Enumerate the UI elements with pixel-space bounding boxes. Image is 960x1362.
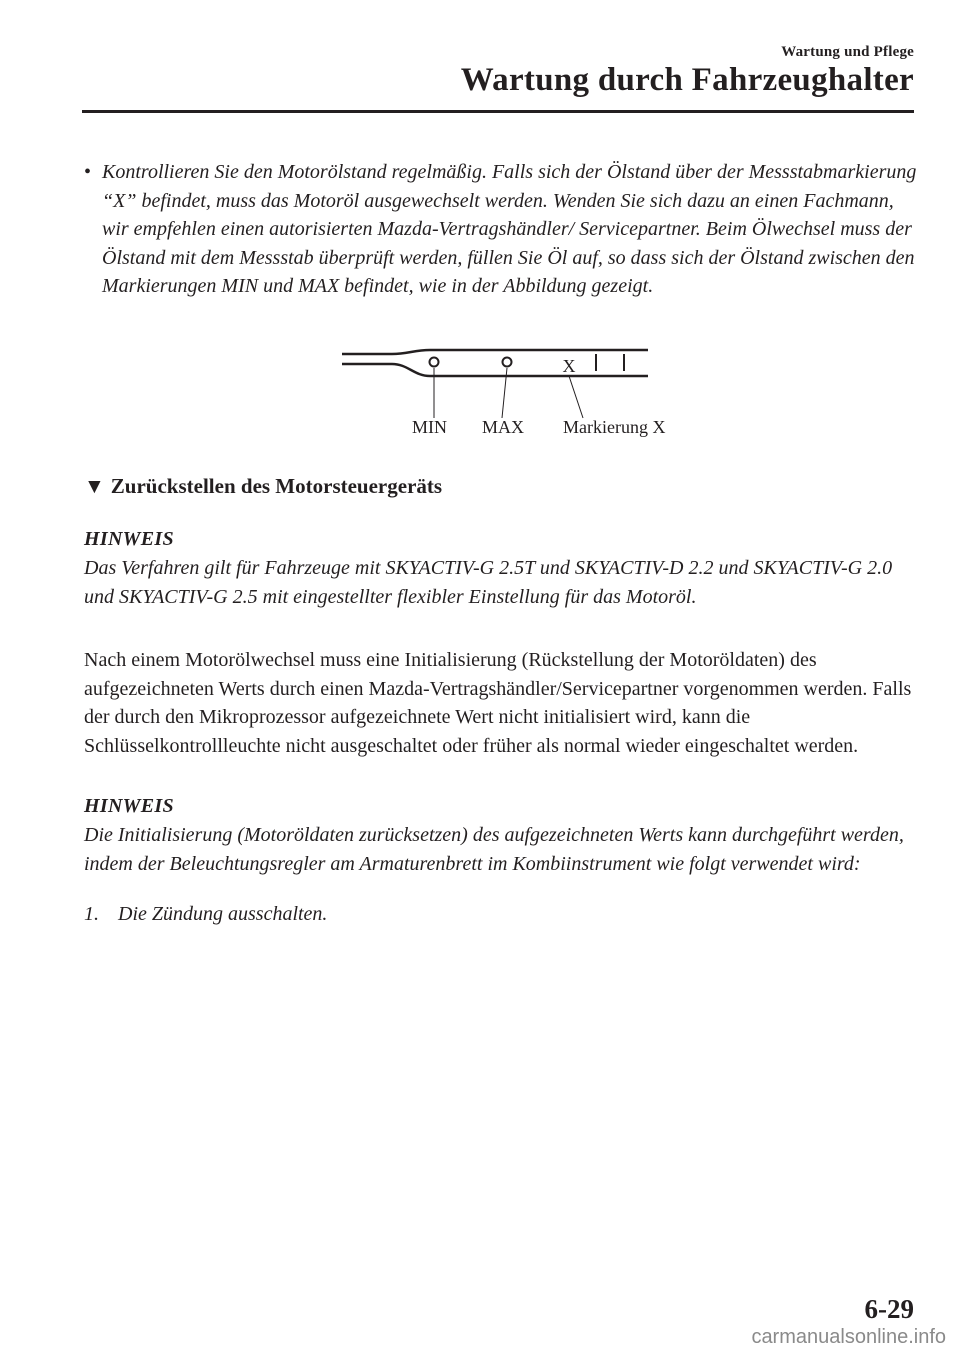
triangle-down-icon: ▼ (84, 474, 105, 498)
note-text-2: Die Initialisierung (Motoröldaten zurücksetzen) des aufgezeichneten Werts kann durchgeführt werden, indem der Beleuchtungsregler am Armaturenbrett im Kombiinstrument wie folgt verwendet wird: (84, 824, 904, 875)
bullet-item (84, 158, 919, 301)
step-text: Die Zündung ausschalten. (118, 903, 328, 925)
note-label-2: HINWEIS (84, 795, 174, 817)
dipstick-top-edge (342, 350, 648, 354)
note-text-1: Das Verfahren gilt für Fahrzeuge mit SKYACTIV-G 2.5T und SKYACTIV-D 2.2 und SKYACTIV-G 2.0 und SKYACTIV-G 2.5 mit eingestellter flexibler Einstellung für das Motoröl. (84, 557, 893, 608)
chapter-title: Wartung und Pflege (781, 44, 914, 60)
note-label-1: HINWEIS (84, 528, 174, 550)
label-max: MAX (482, 417, 525, 437)
label-markierung-x: Markierung X (563, 417, 666, 437)
section-heading-text: Zurückstellen des Motorsteuergeräts (110, 474, 443, 498)
watermark: carmanualsonline.info (751, 1326, 946, 1348)
max-mark-icon (503, 358, 512, 367)
step-item (84, 903, 327, 926)
section-heading (84, 474, 442, 499)
step-number: 1. (84, 903, 99, 925)
x-leader-line (569, 376, 583, 418)
bullet-text: Kontrollieren Sie den Motorölstand regelmäßig. Falls sich der Ölstand über der Messstabmarkierung “X” befindet, muss das Motoröl ausgewechselt werden. Wenden Sie sich dazu an einen Fachmann, wir empfehlen einen autorisierten Mazda-Vertragshändler/ Servicepartner. Beim Ölwechsel muss der Ölstand mit dem Messstab überprüft werden, füllen Sie Öl auf, so dass sich der Ölstand zwischen den Markierungen MIN und MAX befindet, wie in der Abbildung gezeigt. (102, 161, 917, 297)
min-mark-icon (430, 358, 439, 367)
dipstick-bottom-edge (342, 364, 648, 376)
body-paragraph: Nach einem Motorölwechsel muss eine Initialisierung (Rückstellung der Motoröldaten) des aufgezeichneten Werts durch einen Mazda-Vertragshändler/Servicepartner vorgenommen werden. Falls der durch den Mikroprozessor aufgezeichnete Wert nicht initialisiert wird, kann die Schlüsselkontrollleuchte nicht ausgeschaltet oder früher als normal wieder eingeschaltet werden. (84, 649, 912, 757)
bullet-marker: • (84, 161, 92, 183)
page-title: Wartung durch Fahrzeughalter (460, 62, 914, 98)
label-min: MIN (412, 417, 447, 437)
dipstick-figure (330, 340, 690, 450)
x-mark: X (562, 356, 576, 376)
header-rule (82, 110, 914, 113)
page-number: 6-29 (864, 1294, 914, 1324)
